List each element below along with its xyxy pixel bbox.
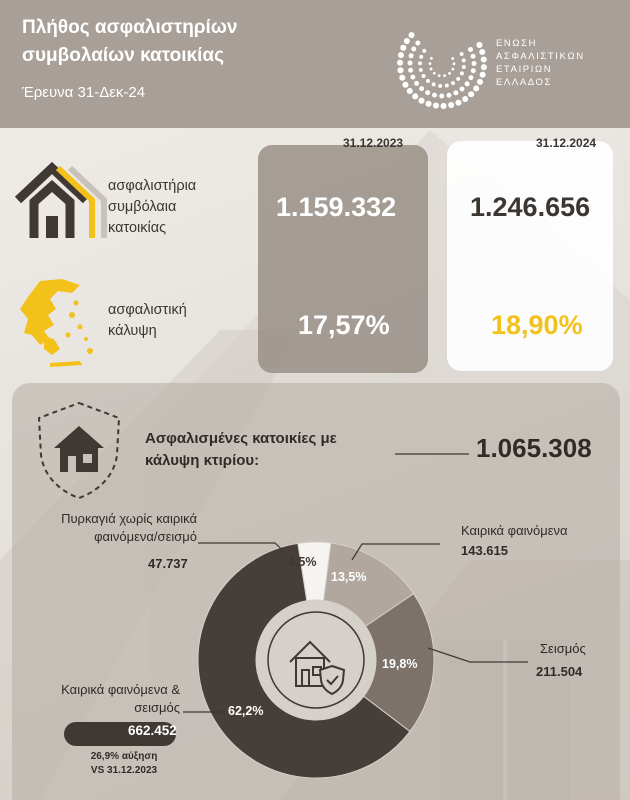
value-fire: 47.737: [148, 556, 188, 571]
page-title: Πλήθος ασφαλιστηρίων συμβολαίων κατοικίας: [22, 17, 238, 66]
leader-line: [428, 648, 528, 662]
label-line: κατοικίας: [108, 220, 167, 236]
coverage-2023: 17,57%: [298, 310, 390, 340]
pct-weather-earthquake: 62,2%: [228, 704, 264, 718]
value-earthquake: 211.504: [536, 664, 583, 679]
label-line: ασφαλιστήρια: [108, 178, 197, 194]
label-line: ασφαλιστική: [108, 302, 187, 318]
insured-total: 1.065.308: [476, 433, 592, 463]
growth-note: [74, 750, 174, 778]
legend-weather-earthquake: Καιρικά φαινόμενα & σεισμός: [61, 682, 180, 715]
date-2024: 31.12.2024: [536, 136, 597, 150]
legend-weather: Καιρικά φαινόμενα: [461, 523, 568, 538]
insured-title: Ασφαλισμένες κατοικίες με κάλυψη κτιρίου:: [145, 430, 337, 469]
pct-earthquake: 19,8%: [382, 657, 418, 671]
logo-line: ΕΛΛΑΔΟΣ: [496, 77, 552, 88]
growth-line: 26,9% αύξηση: [90, 751, 158, 762]
value-weather: 143.615: [461, 543, 508, 558]
logo-line: ΑΣΦΑΛΙΣΤΙΚΩΝ: [496, 51, 585, 62]
policies-2024: 1.246.656: [470, 192, 591, 222]
label-line: κάλυψη: [108, 323, 157, 339]
logo-line: ΕΝΩΣΗ: [496, 38, 538, 49]
logo-line: ΕΤΑΙΡΙΩΝ: [496, 64, 553, 75]
pct-fire: 4,5%: [288, 555, 317, 569]
coverage-2024: 18,90%: [491, 310, 583, 340]
value-weather-earthquake: 662.452: [128, 723, 177, 738]
date-2023: 31.12.2023: [343, 136, 404, 150]
page-subtitle: Έρευνα 31-Δεκ-24: [22, 84, 146, 101]
pct-weather: 13,5%: [331, 570, 367, 584]
growth-line: VS 31.12.2023: [90, 765, 158, 776]
donut-hole: [256, 600, 376, 720]
legend-earthquake: Σεισμός: [540, 641, 586, 656]
label-line: συμβόλαια: [108, 199, 177, 215]
legend-fire: Πυρκαγιά χωρίς καιρικά φαινόμενα/σεισμό: [61, 511, 197, 544]
policies-2023: 1.159.332: [276, 192, 397, 222]
